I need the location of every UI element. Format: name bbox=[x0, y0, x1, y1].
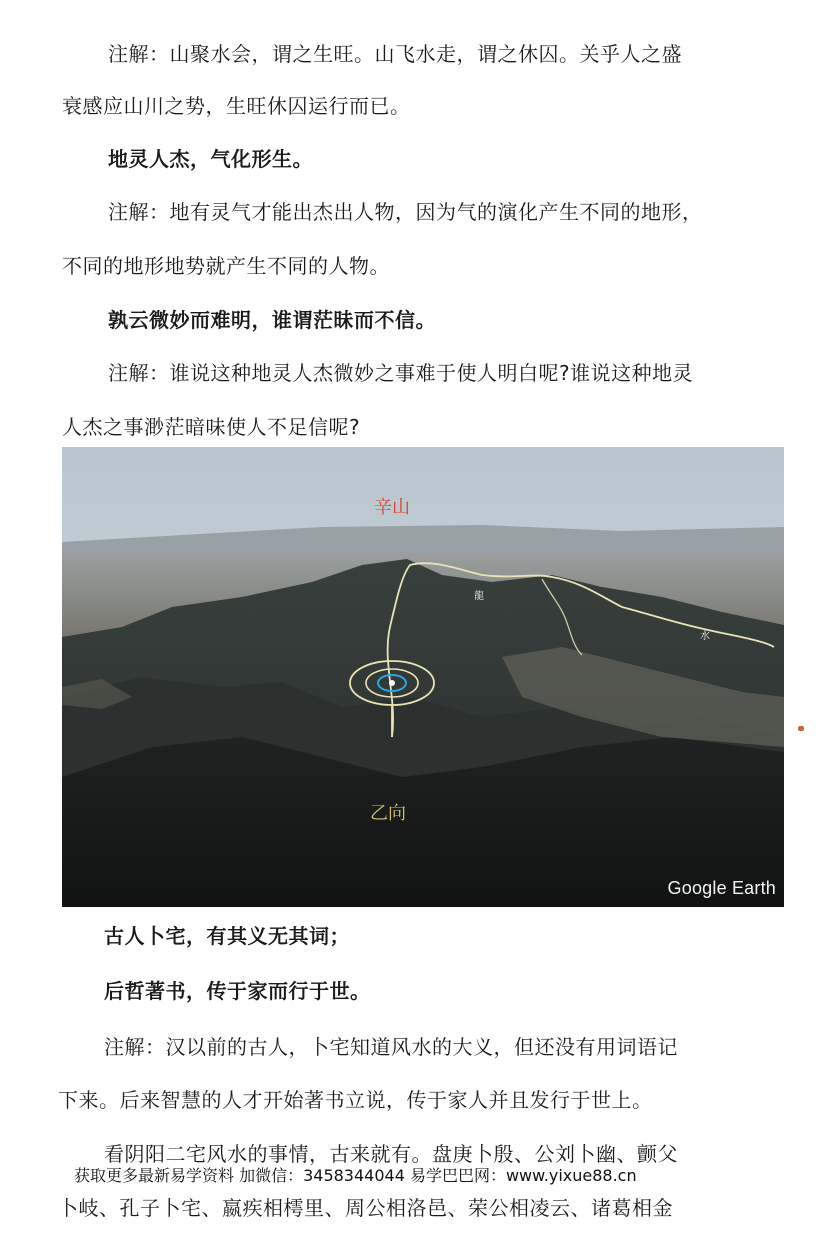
text-line-4: 不同的地形地势就产生不同的人物。 bbox=[62, 254, 390, 278]
text-line-5: 注解：谁说这种地灵人杰微妙之事难于使人明白呢?谁说这种地灵 bbox=[108, 361, 694, 385]
text-line-3: 注解：地有灵气才能出杰出人物，因为气的演化产生不同的地形， bbox=[108, 200, 703, 224]
scan-speck bbox=[798, 726, 804, 731]
verse-line-2: 孰云微妙而难明，谁谓茫昧而不信。 bbox=[108, 308, 436, 332]
verse-line-3: 古人卜宅，有其义无其词； bbox=[104, 924, 350, 948]
text-line-6: 人杰之事渺茫暗味使人不足信呢? bbox=[62, 415, 361, 439]
wechat-note: 获取更多最新易学资料 加微信：3458344044 易学巴巴网：www.yixue88.cn bbox=[74, 1166, 637, 1185]
text-line-8: 下来。后来智慧的人才开始著书立说，传于家人并且发行于世上。 bbox=[58, 1088, 653, 1112]
label-yi-direction: 乙向 bbox=[370, 803, 406, 824]
label-xin-mountain: 辛山 bbox=[374, 497, 410, 518]
google-earth-watermark: Google Earth bbox=[667, 878, 776, 898]
verse-line-4: 后哲著书，传于家而行于世。 bbox=[104, 979, 371, 1003]
mountain-illustration bbox=[62, 447, 784, 907]
text-line-10: 卜岐、孔子卜宅、嬴疾相樗里、周公相洛邑、荣公相凌云、诸葛相金 bbox=[58, 1196, 673, 1220]
cave-point-icon bbox=[389, 680, 395, 686]
label-dragon: 龍 bbox=[474, 591, 484, 602]
label-water: 水 bbox=[700, 631, 710, 642]
text-line-1: 注解：山聚水会，谓之生旺。山飞水走，谓之休囚。关乎人之盛 bbox=[108, 42, 682, 66]
satellite-photo bbox=[62, 447, 784, 907]
verse-line-1: 地灵人杰，气化形生。 bbox=[108, 147, 313, 171]
text-line-9: 看阴阳二宅风水的事情，古来就有。盘庚卜殷、公刘卜幽、颤父 bbox=[104, 1142, 678, 1166]
text-line-7: 注解：汉以前的古人，卜宅知道风水的大义，但还没有用词语记 bbox=[104, 1035, 678, 1059]
text-line-2: 衰感应山川之势，生旺休囚运行而已。 bbox=[62, 94, 411, 118]
